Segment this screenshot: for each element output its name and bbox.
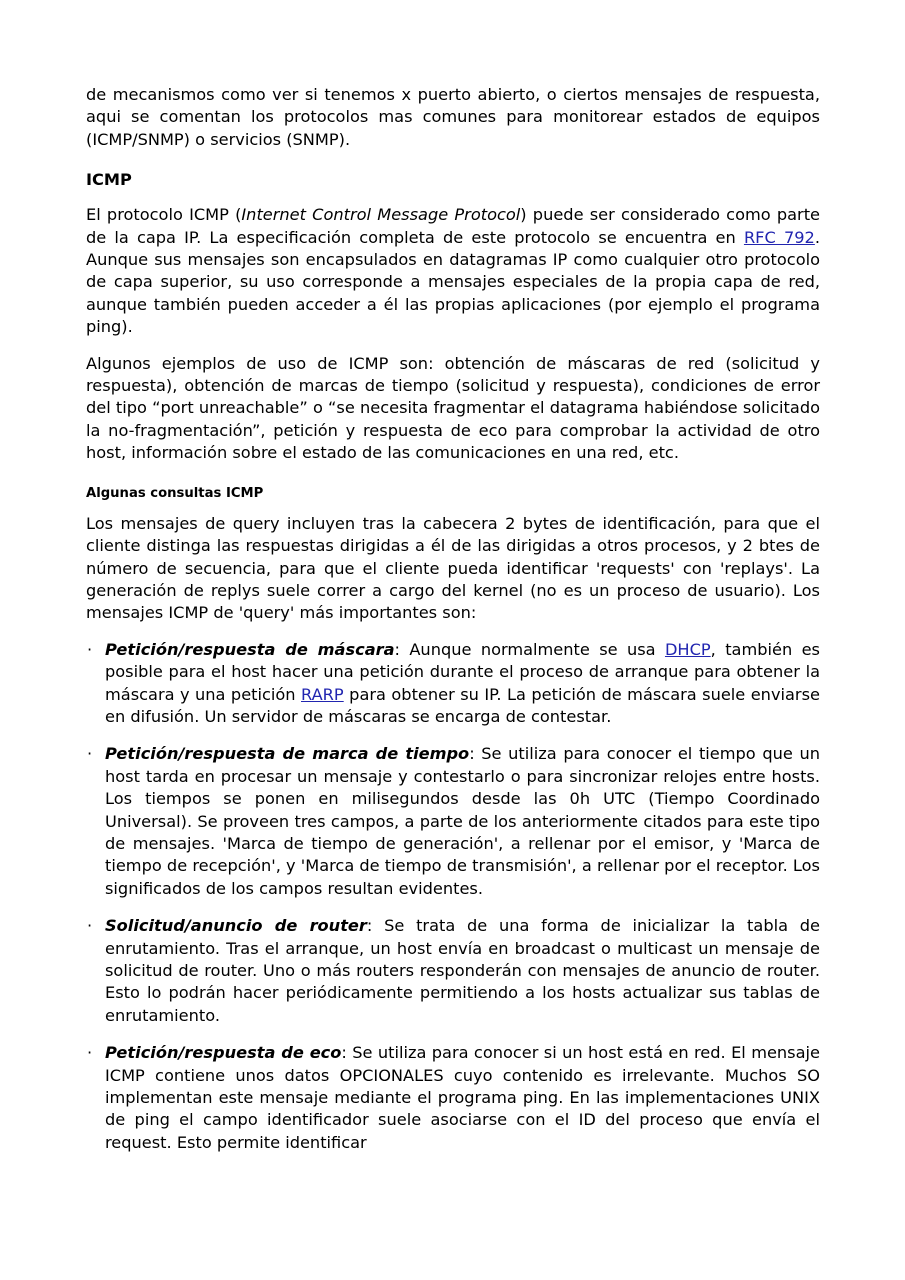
icmp-protocol-title-italic: Internet Control Message Protocol (241, 205, 521, 225)
list-item-term: Petición/respuesta de marca de tiempo (105, 744, 470, 764)
list-item-text-3: para obtener su IP. La petición de máscara suele enviarse en difusión. Un servidor de máscaras se encarga de contestar. (105, 684, 820, 726)
section-heading-icmp: ICMP (86, 170, 132, 190)
icmp-paragraph-1-part-1: El protocolo ICMP ( (86, 205, 242, 225)
list-item-term: Petición/respuesta de máscara (105, 639, 395, 659)
icmp-paragraph-2: Algunos ejemplos de uso de ICMP son: obtención de máscaras de red (solicitud y respuesta), obtención de marcas de tiempo (solicitud y respuesta), condiciones de error del tipo “port unreachable” o “se necesita fragmentar el datagrama habiéndose solicitado la no-fragmentación”, petición y respuesta de eco para comprobar la actividad de otro host, información sobre el estado de las comunicaciones en una red, etc. (86, 353, 820, 463)
list-item (86, 1042, 820, 1154)
list-item-text-1: : Se utiliza para conocer el tiempo que un host tarda en procesar un mensaje y contestarlo o para sincronizar relojes entre hosts. Los tiempos se ponen en milisegundos desde las 0h UTC (Tiempo Coordinado Universal). Se proveen tres campos, a parte de los anteriormente citados para este tipo de mensajes. 'Marca de tiempo de generación', a rellenar por el emisor, y 'Marca de tiempo de recepción', y 'Marca de tiempo de transmisión', a rellenar por el receptor. Los significados de los campos resultan evidentes. (105, 744, 820, 898)
list-item-text-2: , también es posible para el host hacer una petición durante el proceso de arranque para obtener la máscara y una petición (105, 639, 820, 704)
icmp-query-types-list (86, 639, 820, 1155)
sub-heading-algunas-consultas-icmp: Algunas consultas ICMP (86, 485, 264, 501)
intro-paragraph: de mecanismos como ver si tenemos x puerto abierto, o ciertos mensajes de respuesta, aqui se comentan los protocolos mas comunes para monitorear estados de equipos (ICMP/SNMP) o servicios (SNMP). (86, 85, 820, 149)
icmp-paragraph-1-part-3: . Aunque sus mensajes son encapsulados en datagramas IP como cualquier otro protocolo de capa superior, su uso corresponde a mensajes especiales de la propia capa de red, aunque también pueden acceder a él las propias aplicaciones (por ejemplo el programa ping). (86, 227, 821, 337)
list-item (86, 743, 820, 900)
list-item (86, 915, 820, 1027)
list-item-text-1: : Se trata de una forma de inicializar la tabla de enrutamiento. Tras el arranque, un host envía en broadcast o multicast un mensaje de solicitud de router. Uno o más routers responderán con mensajes de anuncio de router. Esto lo podrán hacer periódicamente permitiendo a los hosts actualizar sus tablas de enrutamiento. (105, 916, 820, 1025)
icmp-paragraph-1-part-2: ) puede ser considerado como parte de la capa IP. La especificación completa de este protocolo se encuentra en (86, 205, 821, 247)
bullet-marker: · (87, 639, 93, 659)
list-item-text-1: : Se utiliza para conocer si un host está en red. El mensaje ICMP contiene unos datos OPCIONALES cuyo contenido es irrelevante. Muchos SO implementan este mensaje mediante el programa ping. En las implementaciones UNIX de ping el campo identificador suele asociarse con el ID del proceso que envía el request. Esto permite identificar (105, 1043, 820, 1152)
list-item-term: Solicitud/anuncio de router (105, 916, 367, 936)
icmp-paragraph-1 (86, 204, 820, 338)
list-item-term: Petición/respuesta de eco (105, 1043, 342, 1063)
list-item (86, 639, 820, 729)
list-item-text-1: : Aunque normalmente se usa (394, 639, 665, 659)
bullet-marker: · (87, 916, 93, 936)
bullet-marker: · (87, 1043, 93, 1063)
rfc-792-link[interactable]: RFC 792 (743, 227, 815, 247)
rarp-link[interactable]: RARP (301, 684, 344, 704)
queries-paragraph: Los mensajes de query incluyen tras la cabecera 2 bytes de identificación, para que el cliente distinga las respuestas dirigidas a él de las dirigidas a otros procesos, y 2 btes de número de secuencia, para que el cliente pueda identificar 'requests' con 'replays'. La generación de replys suele correr a cargo del kernel (no es un proceso de usuario). Los mensajes ICMP de 'query' más importantes son: (86, 513, 820, 623)
document-content (86, 84, 820, 1154)
dhcp-link[interactable]: DHCP (664, 639, 711, 659)
bullet-marker: · (87, 744, 93, 764)
